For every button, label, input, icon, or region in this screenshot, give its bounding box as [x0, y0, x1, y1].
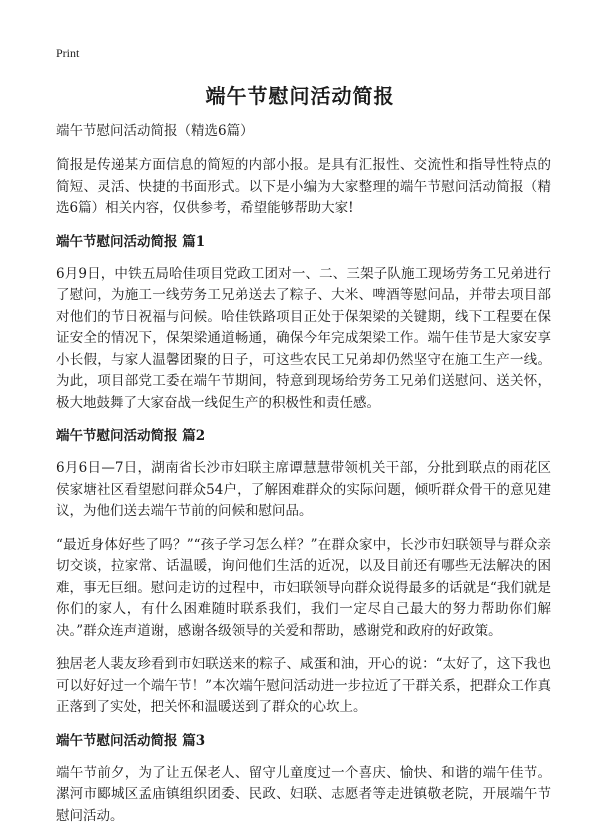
section-heading: 端午节慰问活动简报 篇1: [56, 233, 206, 250]
document-subtitle: 端午节慰问活动简报（精选6篇）: [56, 123, 254, 139]
section-heading: 端午节慰问活动简报 篇3: [56, 732, 206, 749]
section-paragraph: 6月9日，中铁五局哈佳项目党政工团对一、二、三架子队施工现场劳务工兄弟进行了慰问，为施工一线劳务工兄弟送去了粽子、大米、啤酒等慰问品，并带去项目部对他们的节日祝福与问候。哈佳铁路项目正处于保架梁的关键期，线下工程要在保证安全的情况下，保架梁通道畅通，确保今年完成架梁工作。端午佳节是大家安享小长假，与家人温馨团聚的日子，可这些农民工兄弟却仍然坚守在施工生产一线。为此，项目部党工委在端午节期间，特意到现场给劳务工兄弟们送慰问、送关怀，极大地鼓舞了大家奋战一线促生产的积极性和责任感。: [56, 265, 551, 411]
section-1: [56, 232, 551, 415]
section-paragraph: 独居老人裴友珍看到市妇联送来的粽子、咸蛋和油，开心的说：“太好了，这下我也可以好好过一个端午节！”本次端午慰问活动进一步拉近了干群关系，把群众工作真正落到了实处，把关怀和温暖送到了群众的心坎上。: [56, 656, 551, 715]
section-2: [56, 426, 551, 719]
document-body: [56, 121, 551, 839]
print-link[interactable]: Print: [56, 46, 80, 60]
intro-paragraph: 简报是传递某方面信息的简短的内部小报。是具有汇报性、交流性和指导性特点的简短、灵活、快捷的书面形式。以下是小编为大家整理的端午节慰问活动简报（精选6篇）相关内容，仅供参考，希望能够帮助大家!: [56, 157, 551, 216]
section-paragraph: 端午节前夕，为了让五保老人、留守儿童度过一个喜庆、愉快、和谐的端午佳节。漯河市郾城区孟庙镇组织团委、民政、妇联、志愿者等走进镇敬老院，开展端午节慰问活动。: [56, 764, 551, 824]
document-title: 端午节慰问活动简报: [205, 84, 395, 108]
section-heading: 端午节慰问活动简报 篇2: [56, 428, 206, 444]
section-paragraph: 6月6日—7日，湖南省长沙市妇联主席谭慧慧带领机关干部，分批到联点的雨花区侯家塘社区看望慰问群众54户，了解困难群众的实际问题，倾听群众骨干的意见建议，为他们送去端午节前的问候和慰问品。: [56, 460, 551, 519]
section-3: [56, 731, 551, 828]
section-paragraph: “最近身体好些了吗？”“孩子学习怎么样？”在群众家中，长沙市妇联领导与群众亲切交谈，拉家常、话温暖，询问他们生活的近况，以及目前还有哪些无法解决的困难，事无巨细。慰问走访的过程中，市妇联领导向群众说得最多的话就是“我们就是你们的家人，有什么困难随时联系我们，我们一定尽自己最大的努力帮助你们解决。”群众连声道谢，感谢各级领导的关爱和帮助，感谢党和政府的好政策。: [56, 536, 551, 639]
